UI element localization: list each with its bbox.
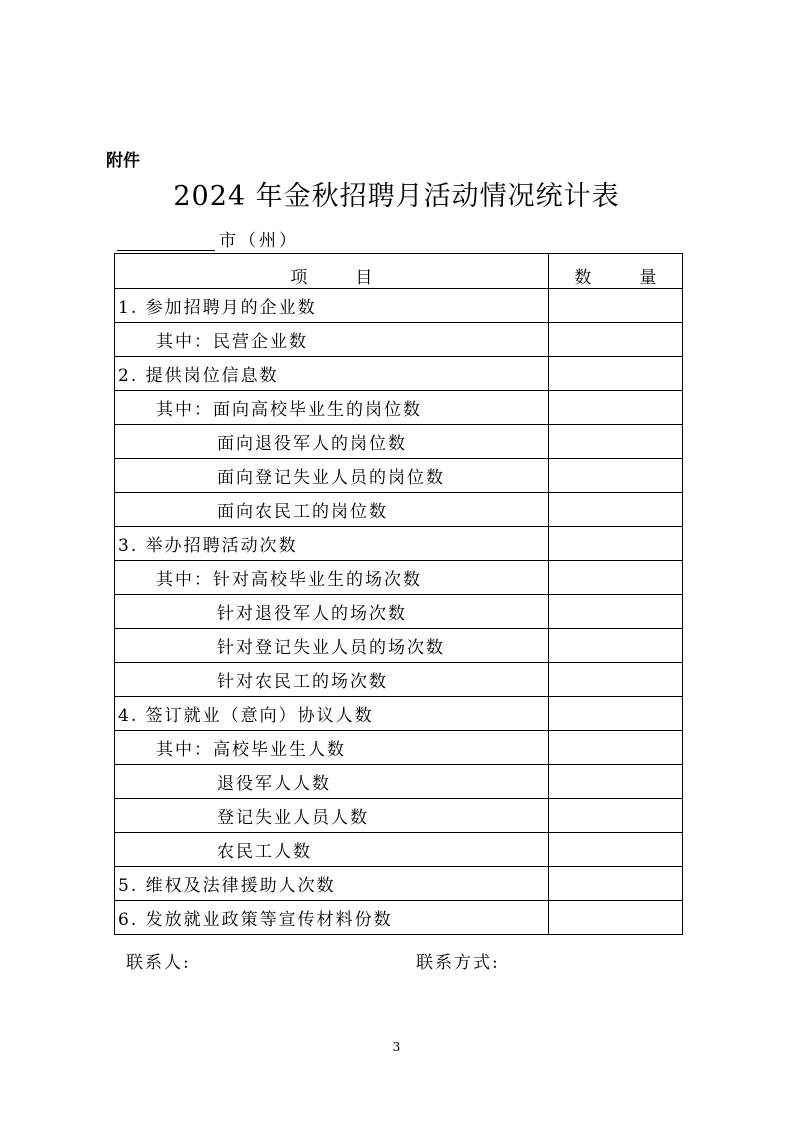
table-row	[115, 731, 683, 765]
attachment-label: 附件	[106, 151, 140, 171]
row-item-label: 2. 提供岗位信息数	[115, 357, 549, 391]
page-title: 2024 年金秋招聘月活动情况统计表	[173, 181, 620, 212]
row-item-label: 其中：针对高校毕业生的场次数	[115, 561, 549, 595]
row-quantity-cell[interactable]	[548, 765, 682, 799]
row-quantity-cell[interactable]	[548, 289, 682, 323]
table-row	[115, 901, 683, 935]
row-quantity-cell[interactable]	[548, 357, 682, 391]
row-quantity-cell[interactable]	[548, 663, 682, 697]
row-item-label: 针对农民工的场次数	[115, 663, 549, 697]
page-number: 3	[392, 1040, 401, 1054]
row-quantity-cell[interactable]	[548, 697, 682, 731]
row-item-label: 其中：高校毕业生人数	[115, 731, 549, 765]
row-item-label: 其中：民营企业数	[115, 323, 549, 357]
table-row	[115, 459, 683, 493]
row-quantity-cell[interactable]	[548, 391, 682, 425]
city-blank-line[interactable]	[117, 232, 215, 251]
row-quantity-cell[interactable]	[548, 799, 682, 833]
table-row	[115, 697, 683, 731]
column-header-item: 项 目	[115, 254, 549, 289]
row-item-label: 针对退役军人的场次数	[115, 595, 549, 629]
table-row	[115, 527, 683, 561]
row-item-label: 退役军人人数	[115, 765, 549, 799]
row-item-label: 面向登记失业人员的岗位数	[115, 459, 549, 493]
table-header-row	[115, 254, 683, 289]
city-field	[117, 226, 299, 251]
row-quantity-cell[interactable]	[548, 629, 682, 663]
row-item-label: 面向退役军人的岗位数	[115, 425, 549, 459]
row-item-label: 面向农民工的岗位数	[115, 493, 549, 527]
table-row	[115, 561, 683, 595]
row-quantity-cell[interactable]	[548, 323, 682, 357]
table-row	[115, 391, 683, 425]
table-row	[115, 867, 683, 901]
city-label: 市（州）	[219, 231, 299, 251]
row-quantity-cell[interactable]	[548, 561, 682, 595]
table-row	[115, 833, 683, 867]
row-item-label: 3. 举办招聘活动次数	[115, 527, 549, 561]
row-quantity-cell[interactable]	[548, 833, 682, 867]
contact-method-label: 联系方式:	[416, 953, 500, 973]
table-row	[115, 289, 683, 323]
row-quantity-cell[interactable]	[548, 527, 682, 561]
row-item-label: 5. 维权及法律援助人次数	[115, 867, 549, 901]
row-item-label: 4. 签订就业（意向）协议人数	[115, 697, 549, 731]
statistics-table	[114, 253, 683, 935]
table-row	[115, 663, 683, 697]
row-item-label: 农民工人数	[115, 833, 549, 867]
row-quantity-cell[interactable]	[548, 595, 682, 629]
row-item-label: 针对登记失业人员的场次数	[115, 629, 549, 663]
row-quantity-cell[interactable]	[548, 731, 682, 765]
contact-person-label: 联系人:	[126, 953, 191, 973]
row-quantity-cell[interactable]	[548, 459, 682, 493]
table-row	[115, 765, 683, 799]
table-row	[115, 595, 683, 629]
row-quantity-cell[interactable]	[548, 425, 682, 459]
row-item-label: 6. 发放就业政策等宣传材料份数	[115, 901, 549, 935]
row-item-label: 其中：面向高校毕业生的岗位数	[115, 391, 549, 425]
row-item-label: 1. 参加招聘月的企业数	[115, 289, 549, 323]
table-row	[115, 629, 683, 663]
row-quantity-cell[interactable]	[548, 901, 682, 935]
table-row	[115, 323, 683, 357]
table-row	[115, 425, 683, 459]
table-row	[115, 357, 683, 391]
column-header-quantity: 数 量	[548, 254, 682, 289]
row-quantity-cell[interactable]	[548, 867, 682, 901]
row-item-label: 登记失业人员人数	[115, 799, 549, 833]
table-row	[115, 493, 683, 527]
row-quantity-cell[interactable]	[548, 493, 682, 527]
table-row	[115, 799, 683, 833]
